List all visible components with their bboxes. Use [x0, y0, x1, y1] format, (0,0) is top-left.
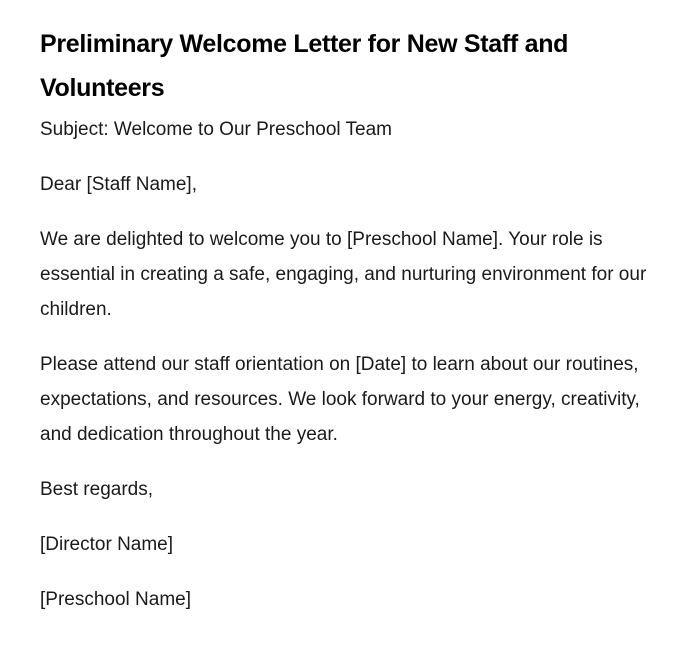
body-paragraph: Please attend our staff orientation on [Date] to learn about our routines, expectations, and resources. We look forward to your energy, creativity, and dedication throughout the year. [40, 354, 640, 445]
closing: Best regards, [40, 479, 153, 500]
signature-name: [Director Name] [40, 534, 174, 555]
body-paragraph: We are delighted to welcome you to [Preschool Name]. Your role is essential in creating a safe, engaging, and nurturing environment for our children. [40, 229, 647, 320]
greeting: Dear [Staff Name], [40, 174, 197, 195]
signature-org: [Preschool Name] [40, 589, 192, 610]
subject-line: Subject: Welcome to Our Preschool Team [40, 119, 393, 140]
letter-title: Preliminary Welcome Letter for New Staff and Volunteers [40, 30, 569, 102]
